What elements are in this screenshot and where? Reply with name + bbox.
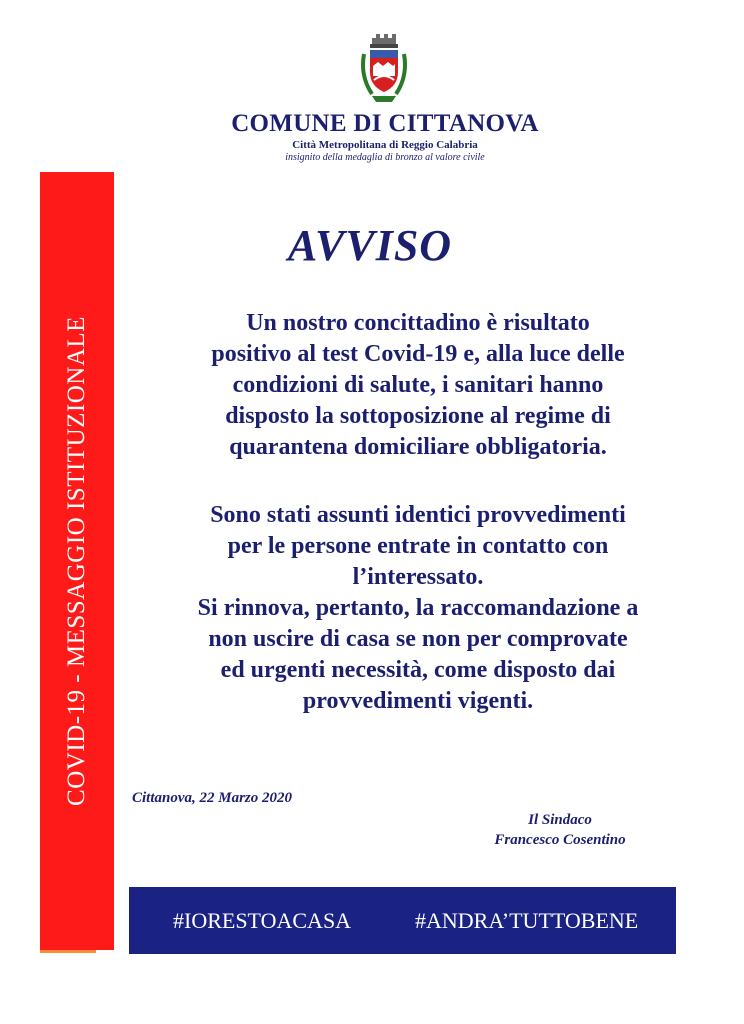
side-banner-text: COVID-19 - MESSAGGIO ISTITUZIONALE xyxy=(63,316,90,806)
notice-line: l’interessato. xyxy=(352,564,484,590)
notice-line: positivo al test Covid-19 e, alla luce delle xyxy=(211,341,625,367)
notice-title: AVVISO xyxy=(287,221,453,270)
notice-line: provvedimenti vigenti. xyxy=(302,688,534,714)
place-and-date: Cittanova, 22 Marzo 2020 xyxy=(132,790,293,806)
notice-line: Sono stati assunti identici provvedimenti xyxy=(210,502,626,528)
metropolitan-city: Città Metropolitana di Reggio Calabria xyxy=(292,139,478,151)
medal-note: insignito della medaglia di bronzo al valore civile xyxy=(285,152,485,163)
municipal-crest-icon xyxy=(358,32,410,104)
notice-line: ed urgenti necessità, come disposto dai xyxy=(220,657,616,683)
notice-paragraph-2 xyxy=(140,500,696,717)
side-banner-accent xyxy=(40,950,96,953)
signature-name: Francesco Cosentino xyxy=(494,832,626,848)
notice-line: Un nostro concittadino è risultato xyxy=(246,310,590,336)
notice-line: quarantena domiciliare obbligatoria. xyxy=(229,434,607,460)
hashtag-andratuttobene: #ANDRA’TUTTOBENE xyxy=(415,907,639,933)
signature-block xyxy=(460,810,660,850)
notice-line: condizioni di salute, i sanitari hanno xyxy=(232,372,604,398)
notice-line: non uscire di casa se non per comprovate xyxy=(208,626,628,652)
notice-line: per le persone entrate in contatto con xyxy=(227,533,609,559)
notice-paragraph-1 xyxy=(140,308,696,463)
municipality-name: COMUNE DI CITTANOVA xyxy=(231,110,539,137)
notice-line: disposto la sottoposizione al regime di xyxy=(225,403,611,429)
signature-role: Il Sindaco xyxy=(528,812,592,828)
notice-line: Si rinnova, pertanto, la raccomandazione a xyxy=(197,595,639,621)
hashtag-iorestoacasa: #IORESTOACASA xyxy=(173,907,352,933)
letterhead xyxy=(180,110,590,164)
hashtag-footer xyxy=(129,887,676,954)
